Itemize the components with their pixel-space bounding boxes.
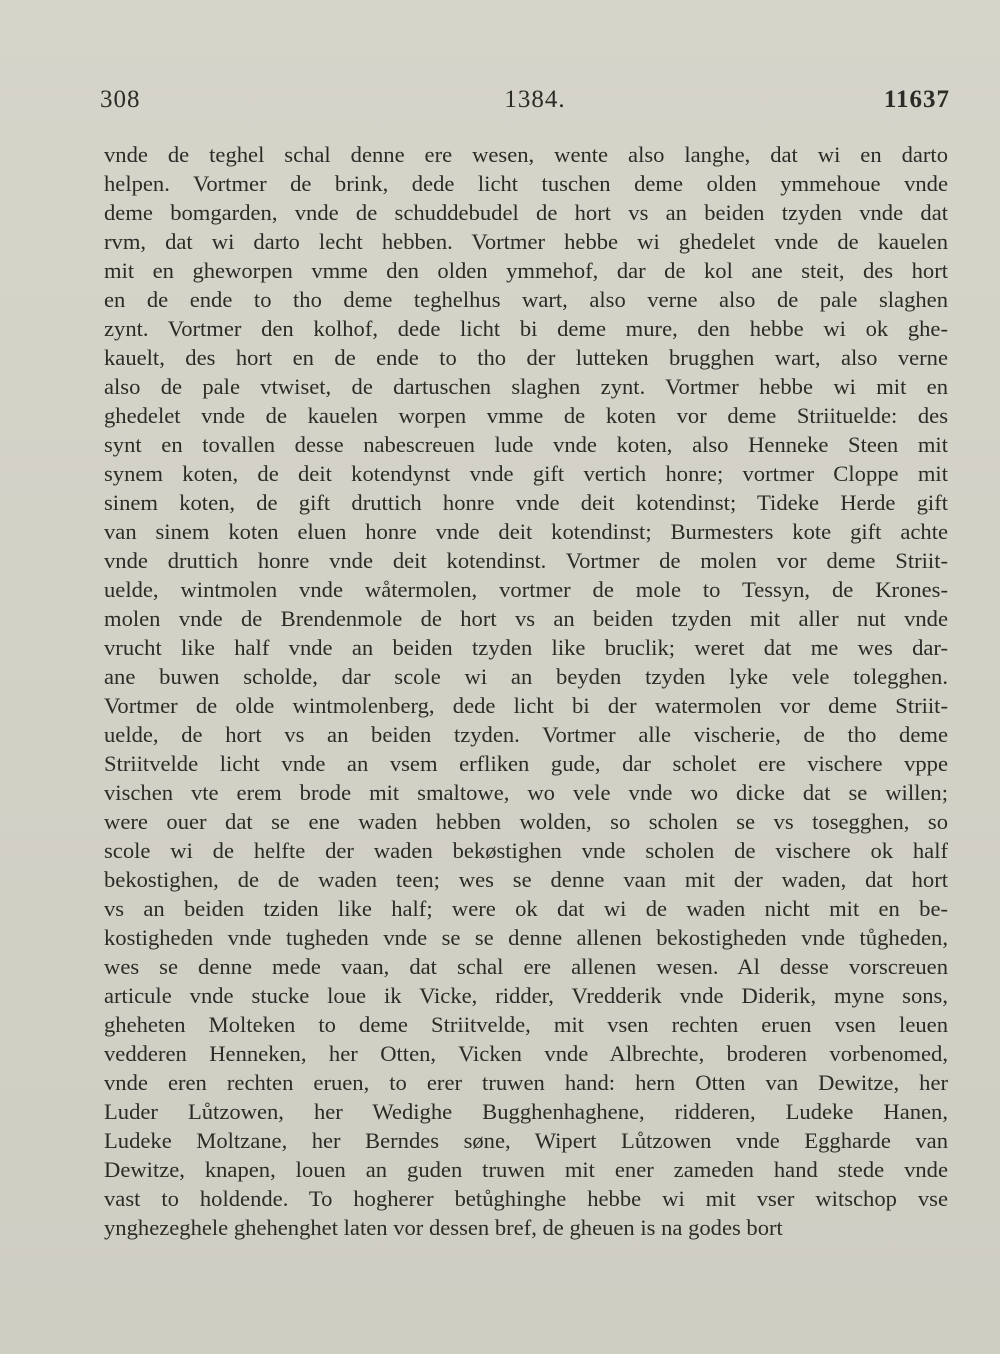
- text-line: uelde, wintmolen vnde wåtermolen, vortmer de mole to Tessyn, de Krones-: [104, 577, 948, 602]
- text-line: synt en tovallen desse nabescreuen lude vnde koten, also Henneke Steen mit: [104, 432, 948, 457]
- body-text: [104, 140, 948, 1242]
- text-line: en de ende to tho deme teghelhus wart, also verne also de pale slaghen: [104, 287, 948, 312]
- text-line: deme bomgarden, vnde de schuddebudel de hort vs an beiden tzyden vnde dat: [104, 200, 948, 225]
- text-line: articule vnde stucke loue ik Vicke, ridder, Vredderik vnde Diderik, myne sons,: [104, 983, 948, 1008]
- text-line: vnde de teghel schal denne ere wesen, wente also langhe, dat wi en darto: [104, 142, 948, 167]
- text-line: helpen. Vortmer de brink, dede licht tuschen deme olden ymmehoue vnde: [104, 171, 948, 196]
- year-heading: 1384.: [504, 86, 566, 113]
- text-line: vnde eren rechten eruen, to erer truwen hand: hern Otten van Dewitze, her: [104, 1070, 948, 1095]
- text-line: bekostighen, de de waden teen; wes se denne vaan mit der waden, dat hort: [104, 867, 948, 892]
- text-line: synem koten, de deit kotendynst vnde gift vertich honre; vortmer Cloppe mit: [104, 461, 948, 486]
- text-line: Ludeke Moltzane, her Berndes søne, Wipert Lůtzowen vnde Eggharde van: [104, 1128, 948, 1153]
- text-line: vischen vte erem brode mit smaltowe, wo vele vnde wo dicke dat se willen;: [104, 780, 948, 805]
- text-line: vnde druttich honre vnde deit kotendinst. Vortmer de molen vor deme Striit-: [104, 548, 948, 573]
- text-line: also de pale vtwiset, de dartuschen slaghen zynt. Vortmer hebbe wi mit en: [104, 374, 948, 399]
- text-line: gheheten Molteken to deme Striitvelde, mit vsen rechten eruen vsen leuen: [104, 1012, 948, 1037]
- page-number: 308: [100, 86, 141, 113]
- text-line: vedderen Henneken, her Otten, Vicken vnde Albrechte, broderen vorbenomed,: [104, 1041, 948, 1066]
- text-line: Dewitze, knapen, louen an guden truwen mit ener zameden hand stede vnde: [104, 1157, 948, 1182]
- text-line: rvm, dat wi darto lecht hebben. Vortmer hebbe wi ghedelet vnde de kauelen: [104, 229, 948, 254]
- text-line: ynghezeghele ghehenghet laten vor dessen bref, de gheuen is na godes bort: [104, 1215, 783, 1240]
- text-line: Striitvelde licht vnde an vsem erfliken gude, dar scholet ere vischere vppe: [104, 751, 948, 776]
- text-line: sinem koten, de gift druttich honre vnde deit kotendinst; Tideke Herde gift: [104, 490, 948, 515]
- document-number: 11637: [883, 86, 950, 113]
- text-line: ane buwen scholde, dar scole wi an beyden tzyden lyke vele tolegghen.: [104, 664, 948, 689]
- text-line: were ouer dat se ene waden hebben wolden, so scholen se vs tosegghen, so: [104, 809, 948, 834]
- text-line: vast to holdende. To hogherer betůghinghe hebbe wi mit vser witschop vse: [104, 1186, 948, 1211]
- text-line: vs an beiden tziden like half; were ok dat wi de waden nicht mit en be-: [104, 896, 948, 921]
- text-line: vrucht like half vnde an beiden tzyden like bruclik; weret dat me wes dar-: [104, 635, 948, 660]
- text-line: ghedelet vnde de kauelen worpen vmme de koten vor deme Striituelde: des: [104, 403, 948, 428]
- text-line: scole wi de helfte der waden bekøstighen vnde scholen de vischere ok half: [104, 838, 948, 863]
- text-line: uelde, de hort vs an beiden tzyden. Vortmer alle vischerie, de tho deme: [104, 722, 948, 747]
- text-line: wes se denne mede vaan, dat schal ere allenen wesen. Al desse vorscreuen: [104, 954, 948, 979]
- text-line: zynt. Vortmer den kolhof, dede licht bi deme mure, den hebbe wi ok ghe-: [104, 316, 948, 341]
- text-line: Vortmer de olde wintmolenberg, dede licht bi der watermolen vor deme Striit-: [104, 693, 948, 718]
- text-line: Luder Lůtzowen, her Wedighe Bugghenhaghene, ridderen, Ludeke Hanen,: [104, 1099, 948, 1124]
- text-line: molen vnde de Brendenmole de hort vs an beiden tzyden mit aller nut vnde: [104, 606, 948, 631]
- text-line: kostigheden vnde tugheden vnde se se denne allenen bekostigheden vnde tůgheden,: [104, 925, 948, 950]
- text-line: van sinem koten eluen honre vnde deit kotendinst; Burmesters kote gift achte: [104, 519, 948, 544]
- page-header: [100, 86, 950, 122]
- text-line: mit en gheworpen vmme den olden ymmehof, dar de kol ane steit, des hort: [104, 258, 948, 283]
- text-line: kauelt, des hort en de ende to tho der lutteken brugghen wart, also verne: [104, 345, 948, 370]
